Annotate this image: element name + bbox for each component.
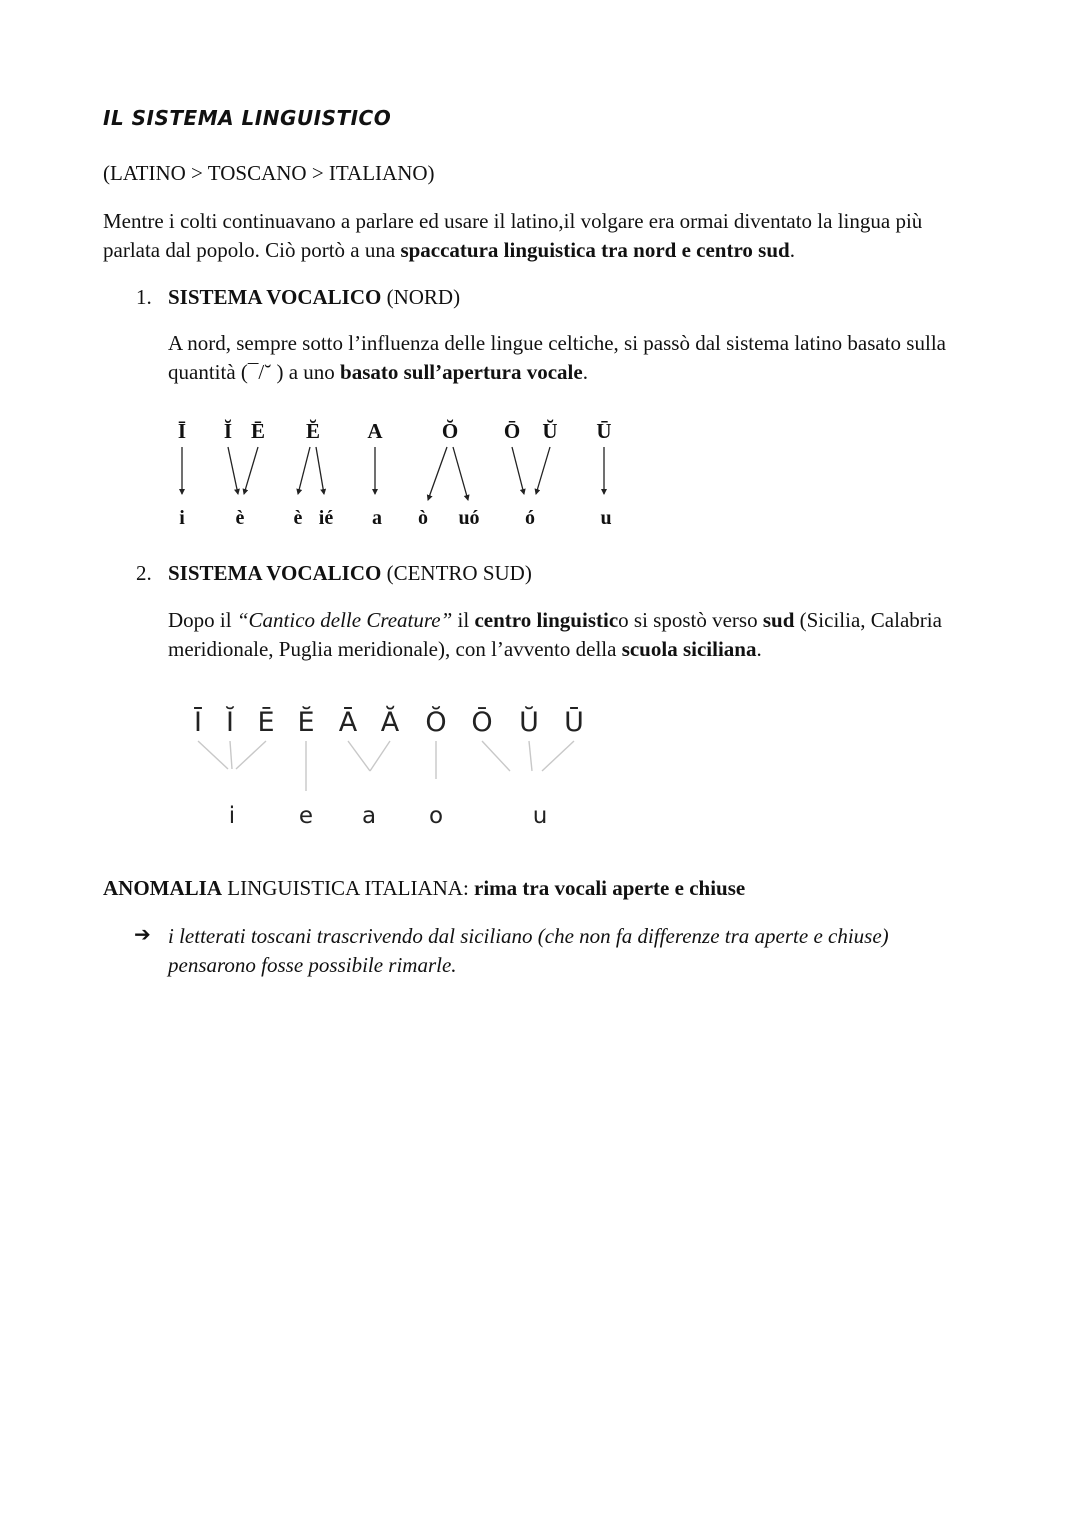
north-out-6: uó [458,507,480,529]
s2-centro: centro linguistic [474,608,619,632]
section2-heading [168,561,532,586]
s2-t5: o si spostò verso [618,608,763,632]
s2-scuola: scuola siciliana [621,637,757,661]
section1-heading-rest: (NORD) [381,285,461,309]
north-vowel-diagram [160,410,640,535]
section1-paragraph [168,329,988,387]
arrow-ub-to-o [536,447,550,494]
intro-bold: spaccatura linguistica tra nord e centro sud [400,238,790,262]
arrow-ib-to-e [228,447,238,494]
north-latin-7: Ŭ [542,419,558,443]
anomaly-label: ANOMALIA [103,876,222,900]
arrow-bullet-icon: ➔ [134,922,151,946]
south-line-8 [482,741,510,771]
south-line-1 [198,741,228,769]
south-latin-9: Ū [564,707,584,738]
south-latin-1: Ĭ [226,707,234,738]
north-latin-1: Ĭ [223,419,233,443]
arrow-o-to-uo [453,447,468,500]
section1-number: 1. [136,285,152,309]
south-line-10 [542,741,574,771]
s2-sud: sud [762,608,795,632]
page-title: IL SISTEMA LINGUISTICO [103,106,392,130]
anomaly-rhyme: rima tra vocali aperte e chiuse [474,876,746,900]
s2-t9: . [756,637,762,661]
south-latin-6: Ŏ [425,707,447,738]
north-out-2: è [293,507,303,529]
subtitle: (LATINO > TOSCANO > ITALIANO) [103,161,435,185]
south-out-2: a [361,803,377,829]
intro-end: . [789,238,795,262]
section1-heading-bold: SISTEMA VOCALICO [168,285,382,309]
north-latin-2: Ē [250,419,266,443]
section1-text-end: . [582,360,588,384]
south-out-4: u [532,803,548,829]
south-latin-0: Ī [194,707,202,738]
north-out-7: ó [525,507,535,529]
section2-paragraph [168,606,988,664]
s2-t1: Dopo il [168,608,237,632]
section1-text-bold: basato sull’apertura vocale [340,360,583,384]
north-out-8: u [600,507,612,529]
arrow-e-to-ie [316,447,324,494]
section1-heading [168,285,460,310]
s2-cantico: “Cantico delle Creature” [236,608,453,632]
north-latin-5: Ŏ [441,419,459,443]
north-out-4: a [372,507,382,529]
intro-text: Mentre i colti continuavano a parlare ed usare il latino,il volgare era ormai diventato la lingua più parlata dal popolo. Ciò portò a una [103,209,923,262]
south-line-9 [529,741,532,771]
arrow-o-to-o [428,447,447,500]
arrow-ob-to-o [512,447,524,494]
anomaly-line [103,876,745,901]
north-latin-4: A [367,419,383,443]
south-out-1: e [298,803,314,829]
south-out-0: i [228,803,236,829]
section2-heading-bold: SISTEMA VOCALICO [168,561,382,585]
s2-t7: (Sicilia, Calabria meridionale, Puglia meridionale), con l’avvento della [168,608,942,661]
south-line-3 [236,741,266,769]
anomaly-rest: LINGUISTICA ITALIANA: [222,876,475,900]
section1-text: A nord, sempre sotto l’influenza delle lingue celtiche, si passò dal sistema latino basato sulla quantità (¯/˘ ) a uno [168,331,946,384]
north-latin-8: Ū [596,419,612,443]
north-out-0: i [179,507,185,529]
south-out-3: o [428,803,444,829]
north-out-3: ié [318,507,334,529]
section2-number: 2. [136,561,152,585]
arrow-e-to-e [298,447,310,494]
intro-paragraph [103,207,963,265]
s2-t3: il [452,608,475,632]
south-latin-2: Ē [257,707,275,738]
south-line-2 [230,741,232,769]
south-latin-3: Ĕ [297,707,315,738]
north-latin-0: Ī [177,419,187,443]
north-latin-3: Ĕ [305,419,321,443]
north-out-1: è [235,507,245,529]
arrow-eb-to-e [244,447,258,494]
section2-heading-rest: (CENTRO SUD) [381,561,532,585]
south-latin-7: Ō [471,707,493,738]
south-line-6 [370,741,390,771]
south-latin-4: Ā [338,707,358,738]
south-latin-8: Ŭ [519,707,539,738]
south-vowel-diagram [180,695,600,835]
bullet-text: i letterati toscani trascrivendo dal siciliano (che non fa differenze tra aperte e chiuse) pensarono fosse possibile rimarle. [168,924,889,977]
north-latin-6: Ō [503,419,521,443]
south-line-5 [348,741,370,771]
south-latin-5: Ă [380,707,400,738]
north-out-5: ò [418,507,428,529]
